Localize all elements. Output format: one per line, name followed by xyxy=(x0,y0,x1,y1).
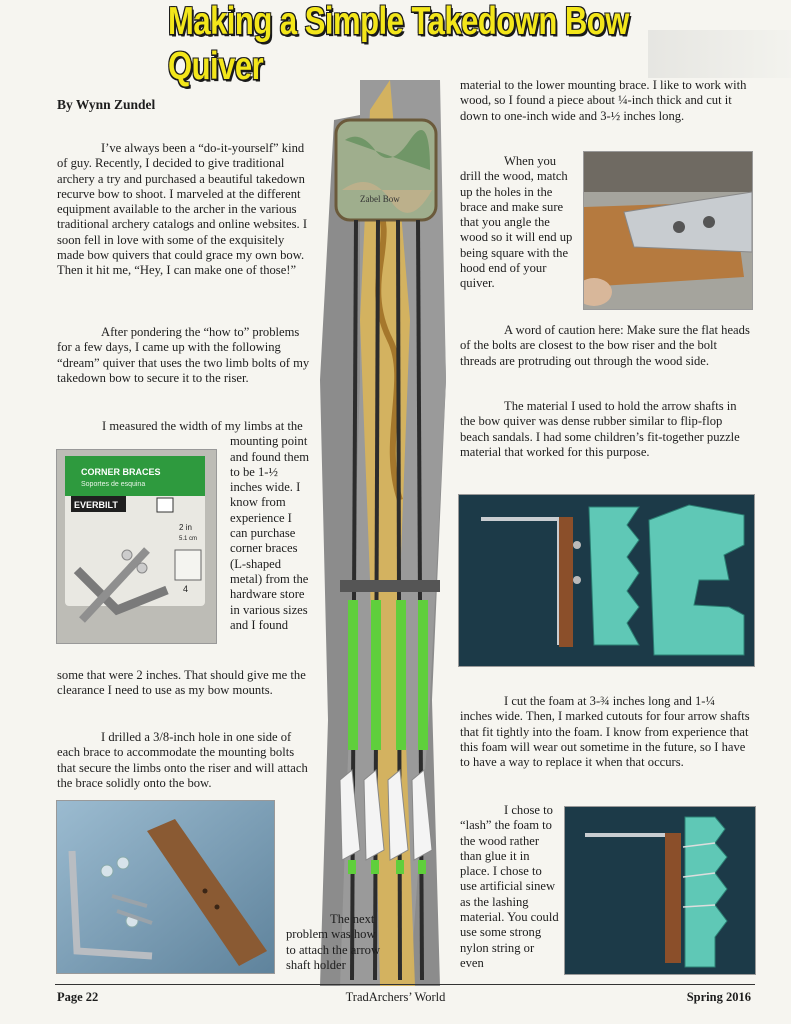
footer-magazine: TradArchers’ World xyxy=(345,990,446,1004)
paragraph-caution: A word of caution here: Make sure the flat heads of the bolts are closest to the bow riser and the bolt threads are protruding out through the wood side. xyxy=(460,323,750,368)
bow-quiver-image xyxy=(320,80,448,987)
lashed-foam-image xyxy=(565,807,755,974)
footer-rule xyxy=(55,984,755,985)
paragraph-drill-wood: When you drill the wood, match up the holes in the brace and make sure that you angle the wood so it will end up being square with the hood end of your quiver. xyxy=(460,154,573,291)
paragraph-measured-cont: some that were 2 inches. That should give me the clearance I need to use as my bow mounts. xyxy=(57,668,306,698)
paragraph-material-foam: The material I used to hold the arrow shafts in the bow quiver was dense rubber similar to flip-flop beach sandals. I had some children’s fit-together puzzle material that worked for this purpose. xyxy=(460,399,740,459)
paragraph-lash: I chose to “lash” the foam to the wood rather than glue it in place. I chose to use artificial sinew as the lashing material. You could use some strong nylon string or even xyxy=(460,803,559,970)
photo-brace-bolts-wood xyxy=(57,801,274,973)
article-title-text: Making a Simple Takedown Bow Quiver xyxy=(168,0,629,88)
photo-wood-brace-closeup xyxy=(584,152,752,309)
paragraph-cut-foam: I cut the foam at 3-¾ inches long and 1-¼ inches wide. Then, I marked cutouts for four arrow shafts that fit tightly into the foam. I know from experience that this foam will wear out sometime in the future, so I have to have a way to replace it when that occurs. xyxy=(460,694,750,770)
brace-bolts-wood-image xyxy=(57,801,274,973)
package-label: CORNER BRACES xyxy=(81,467,161,477)
paragraph-next-problem-text: The next problem was how to attach the arrow shaft holder xyxy=(286,912,381,972)
package-size-metric: 5.1 cm xyxy=(179,536,198,542)
footer-page-number: Page 22 xyxy=(57,990,99,1004)
photo-bow-quiver xyxy=(320,80,448,987)
photo-lashed-foam xyxy=(565,807,755,974)
wood-brace-closeup-image xyxy=(584,152,752,309)
footer-issue: Spring 2016 xyxy=(686,990,751,1004)
package-count: 4 xyxy=(183,584,189,594)
corner-braces-package-image xyxy=(57,450,216,643)
foam-and-brace-image xyxy=(459,495,754,666)
article-title xyxy=(168,0,643,88)
hood-writing: Zabel Bow xyxy=(360,194,400,204)
byline: By Wynn Zundel xyxy=(57,97,156,112)
paragraph-next-problem xyxy=(286,912,386,973)
facing-page-edge xyxy=(648,30,791,78)
paragraph-measured: I measured the width of my limbs at the mounting point and found them to be 1-½ inches wide. I know from experience I can purchase corner braces (L-shaped metal) from the hardware store in various sizes and I found xyxy=(102,419,310,632)
package-label-spanish: Soportes de esquina xyxy=(81,481,146,488)
photo-foam-and-brace xyxy=(459,495,754,666)
paragraph-drilled: I drilled a 3/8-inch hole in one side of each brace to accommodate the mounting bolts that secure the limbs onto the riser and will attach the brace solidly onto the bow. xyxy=(57,730,308,790)
paragraph-material: material to the lower mounting brace. I like to work with wood, so I found a piece about ¼-inch thick and cut it down to one-inch wide and 3-½ inches long. xyxy=(460,78,747,123)
paragraph-pondering: After pondering the “how to” problems for a few days, I came up with the following “dream” quiver that uses the two limb bolts of my takedown bow to secure it to the riser. xyxy=(57,325,310,385)
package-brand: EVERBILT xyxy=(74,500,118,510)
photo-corner-braces-package xyxy=(57,450,216,643)
paragraph-intro: I’ve always been a “do-it-yourself” kind of guy. Recently, I decided to give traditional archery a try and purchased a beautiful takedown recurve bow to shoot. I marveled at the different equipment available to the archer in the various traditional archery catalogs and online websites. I soon fell in love with some of the exquisitely made bow quivers that could grace my own bow. Then it hit me, “Hey, I can make one of those!” xyxy=(57,141,308,278)
package-size: 2 in xyxy=(179,523,192,532)
